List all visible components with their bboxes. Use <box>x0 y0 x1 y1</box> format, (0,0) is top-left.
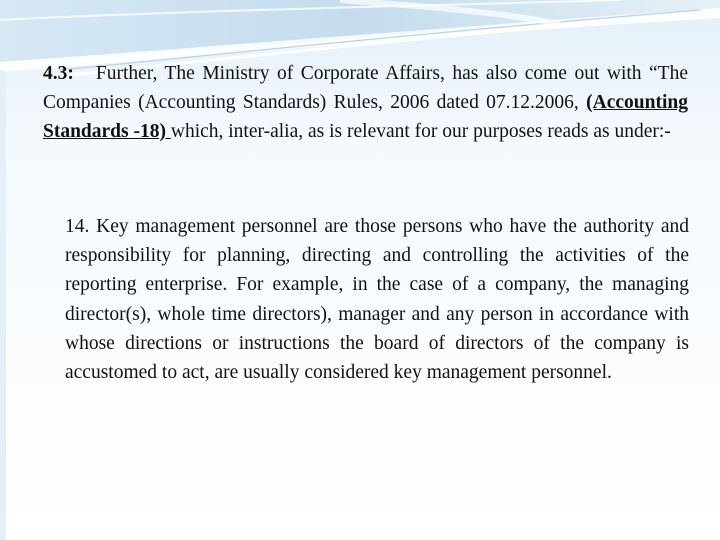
accounting-standard-reference: (Accounting Standards -18) <box>43 92 688 142</box>
paragraph-text-before: Further, The Ministry of Corporate Affairs, has also come out with “The Companies (Accounting Standards) Rules, 2006 dated 07.12.2006, <box>43 63 688 113</box>
paragraph-number: 4.3: <box>43 63 74 84</box>
paragraph-text-after: which, inter-alia, as is relevant for our purposes reads as under:- <box>170 121 671 142</box>
paragraph-4-3 <box>43 59 688 146</box>
quoted-definition-paragraph: 14. Key management personnel are those persons who have the authority and responsibility for planning, directing and controlling the activities of the reporting enterprise. For example, in the case of a company, the managing director(s), whole time directors), manager and any person in accordance with whose directions or instructions the board of directors of the company is accustomed to act, are usually considered key management personnel. <box>65 216 689 384</box>
